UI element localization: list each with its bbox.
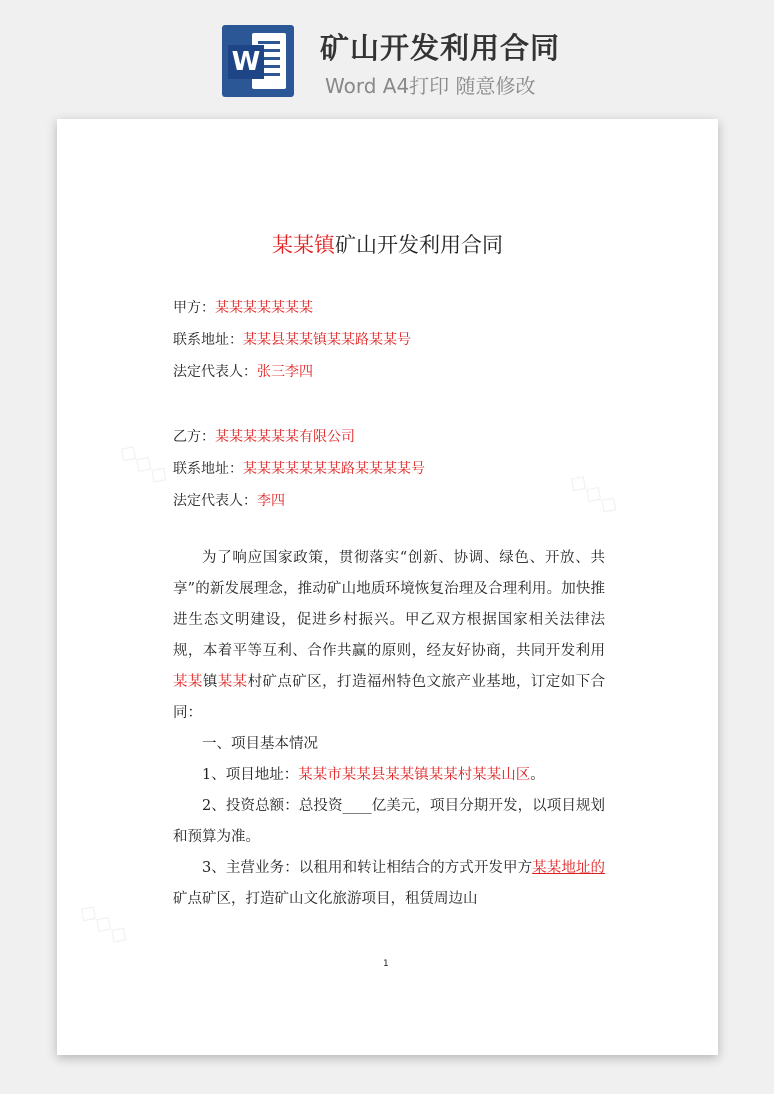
app-subtitle: Word A4打印 随意修改 <box>325 74 536 98</box>
intro-paragraph <box>173 543 605 729</box>
item-3-address: 某某地址的 <box>532 860 605 876</box>
intro-text: 为了响应国家政策，贯彻落实“创新、协调、绿色、开放、共享”的新发展理念，推动矿山地质环境恢复治理及合理利用。加快推进生态文明建设，促进乡村振兴。甲乙双方根据国家相关法律法规，本着平等互利、合作共赢的原则，经友好协商，共同开发利用 <box>173 550 605 659</box>
party-a-address-line <box>173 329 411 349</box>
document-title <box>57 229 718 259</box>
item-1-value: 某某市某某县某某镇某某村某某山区 <box>298 767 531 783</box>
party-a-value: 某某某某某某某 <box>215 300 313 316</box>
party-a-rep: 张三李四 <box>257 364 313 380</box>
word-icon <box>222 25 294 97</box>
party-a-line <box>173 297 313 317</box>
party-b-rep: 李四 <box>257 493 285 509</box>
item-2 <box>173 791 605 853</box>
item-3 <box>173 853 605 915</box>
intro-town-suffix: 镇 <box>202 674 218 690</box>
document-page[interactable] <box>57 119 718 1055</box>
intro-text-end: 村矿点矿区，打造福州特色文旅产业基地，订定如下合同： <box>173 674 606 721</box>
item-3-text-end: 矿点矿区，打造矿山文化旅游项目，租赁周边山 <box>173 891 478 907</box>
item-1 <box>173 760 605 791</box>
word-icon-letter: W <box>228 45 264 79</box>
party-b-label: 乙方： <box>173 429 215 445</box>
item-1-end: 。 <box>530 767 545 783</box>
intro-town: 某某 <box>173 674 203 690</box>
word-icon-line <box>258 41 280 44</box>
party-b-address-line <box>173 458 425 478</box>
party-b-address-label: 联系地址： <box>173 461 243 477</box>
party-a-rep-label: 法定代表人： <box>173 364 257 380</box>
title-highlight: 某某镇 <box>272 233 335 257</box>
item-2-text: 2、投资总额：总投资 <box>202 798 343 814</box>
party-b-rep-label: 法定代表人： <box>173 493 257 509</box>
item-2-blank[interactable]: ____ <box>342 798 372 814</box>
title-rest: 矿山开发利用合同 <box>335 233 503 257</box>
intro-village: 某某 <box>217 674 248 690</box>
party-b-line <box>173 426 355 446</box>
item-2-text-end: 亿美元，项目分期开发，以项目规划和预算为准。 <box>173 798 606 845</box>
page-number: 1 <box>383 959 389 969</box>
watermark: ◇◇◇ <box>113 435 176 491</box>
header <box>0 0 774 110</box>
app-title: 矿山开发利用合同 <box>320 31 561 65</box>
party-a-address-label: 联系地址： <box>173 332 243 348</box>
party-b-value: 某某某某某某有限公司 <box>215 429 355 445</box>
section-heading: 一、项目基本情况 <box>202 736 318 752</box>
party-a-address: 某某县某某镇某某路某某号 <box>243 332 411 348</box>
item-1-label: 1、项目地址： <box>202 767 299 783</box>
party-a-label: 甲方： <box>173 300 215 316</box>
watermark: ◇◇◇ <box>563 465 626 521</box>
item-3-text: 3、主营业务：以租用和转让相结合的方式开发甲方 <box>202 860 533 876</box>
party-a-rep-line <box>173 361 313 381</box>
watermark: ◇◇◇ <box>73 895 136 951</box>
party-b-address: 某某某某某某某路某某某某号 <box>243 461 425 477</box>
party-b-rep-line <box>173 490 285 510</box>
